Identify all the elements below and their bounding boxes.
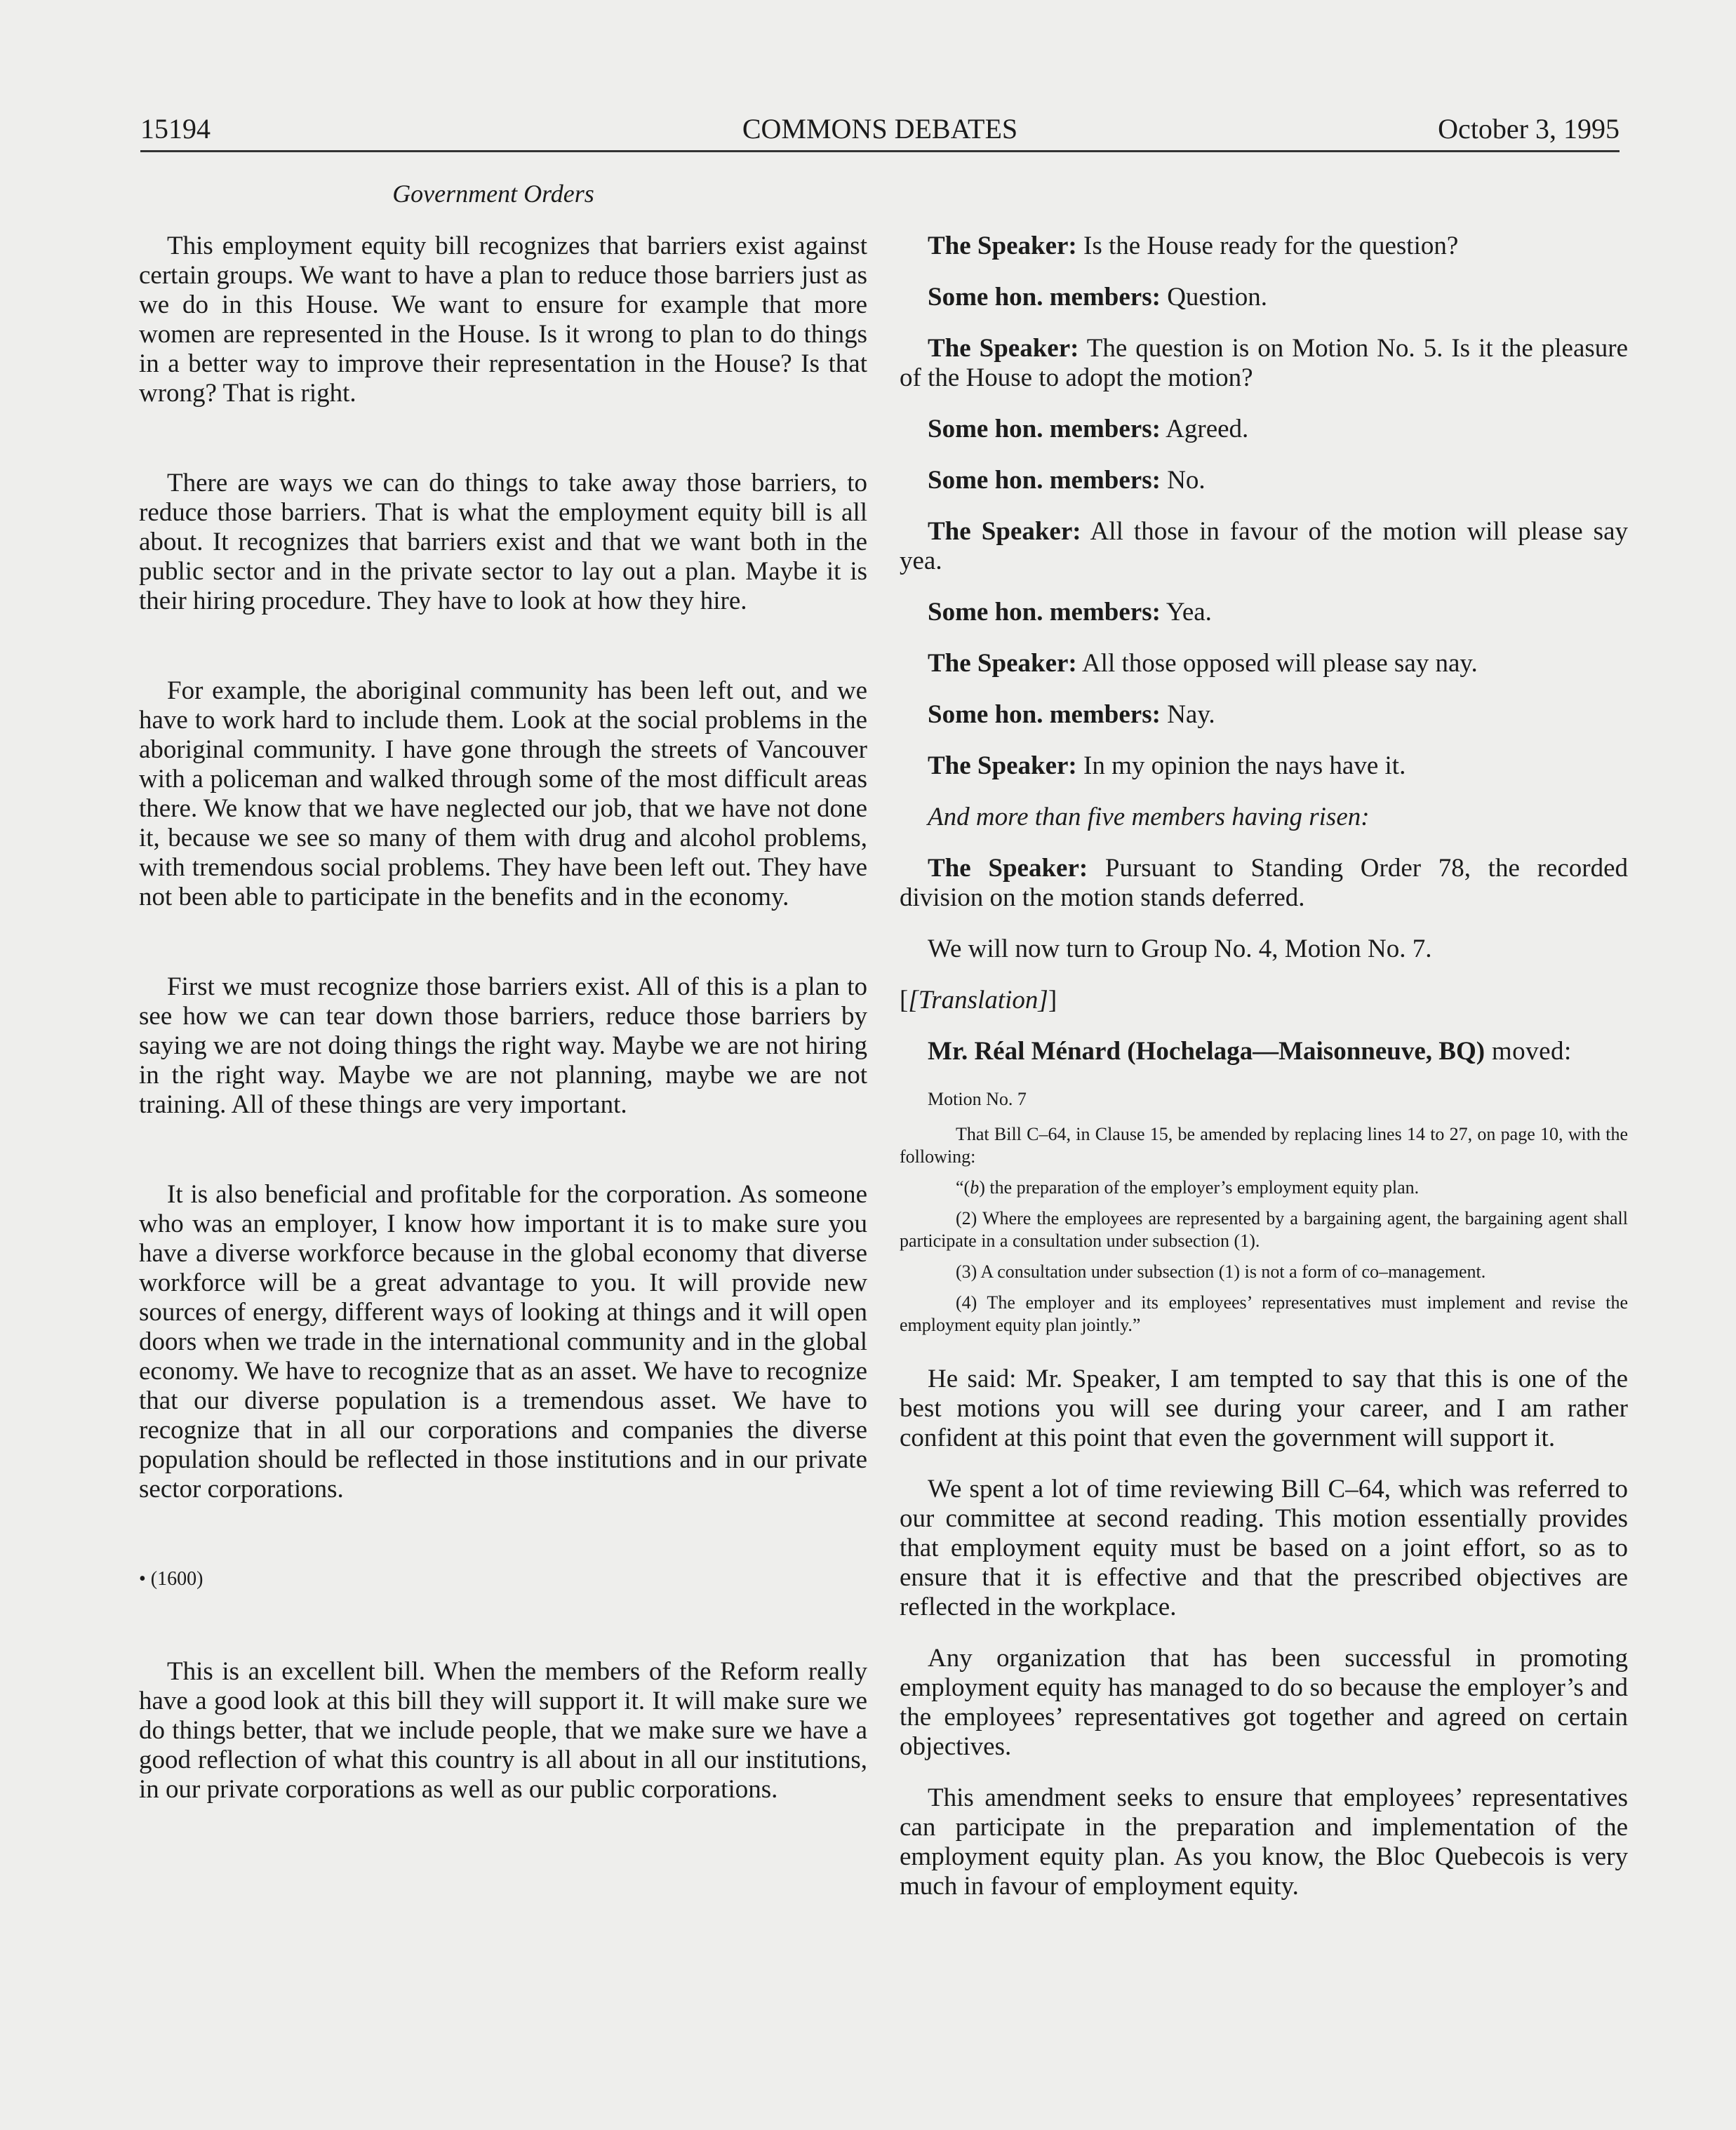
- quote-open: “(: [956, 1177, 970, 1198]
- motion-clause-3: (3) A consultation under subsection (1) is not a form of co–management.: [956, 1261, 1486, 1282]
- speaker-name: Some hon. members:: [928, 415, 1161, 443]
- mover-name: Mr. Réal Ménard (Hochelaga—Maisonneuve, BQ): [928, 1037, 1485, 1066]
- speech-text: The question is on Motion No. 5. Is it the pleasure of the House to adopt the motion?: [900, 334, 1629, 392]
- page-date: October 3, 1995: [1438, 113, 1620, 145]
- motion-clause-2: (2) Where the employees are represented by a bargaining agent, the bargaining agent shall participate in a consultation under subsection (1).: [900, 1208, 1628, 1251]
- speaker-name: Some hon. members:: [928, 283, 1161, 312]
- speaker-name: The Speaker:: [928, 232, 1077, 260]
- speech-entry: [900, 334, 1628, 393]
- paragraph: There are ways we can do things to take away those barriers, to reduce those barriers. That is what the employment equity bill is all about. It recognizes that barriers exist and that we want both in the public sector and in the private sector to lay out a plan. Maybe it is their hiring procedure. They have to look at how they hire.: [139, 469, 867, 615]
- paragraph: We will now turn to Group No. 4, Motion No. 7.: [928, 935, 1432, 963]
- translation-note: [[Translation]]: [900, 986, 1057, 1014]
- mover-entry: [900, 1037, 1628, 1066]
- motion-clause-b: [900, 1177, 1628, 1199]
- speaker-name: The Speaker:: [928, 334, 1079, 363]
- paragraph: This amendment seeks to ensure that employees’ representatives can participate in the preparation and implementation of the employment equity plan. As you know, the Bloc Quebecois is very much in favour of employment equity.: [900, 1783, 1628, 1901]
- speech-entry: [900, 700, 1628, 730]
- speech-entry: [900, 283, 1628, 312]
- header-rule: [140, 150, 1620, 152]
- page-number: 15194: [140, 113, 211, 145]
- speech-text: Pursuant to Standing Order 78, the recorded division on the motion stands deferred.: [900, 854, 1628, 912]
- paragraph: This employment equity bill recognizes that barriers exist against certain groups. We want to have a plan to reduce those barriers just as we do in this House. We want to ensure for example that more women are represented in the House. Is it wrong to plan to do things in a better way to improve their representation in the House? Is that wrong? That is right.: [139, 232, 867, 408]
- speech-entry: [900, 415, 1628, 444]
- speaker-name: The Speaker:: [928, 517, 1081, 546]
- speaker-name: Some hon. members:: [928, 700, 1161, 729]
- speech-entry: [900, 466, 1628, 495]
- left-column: [139, 232, 867, 1865]
- motion-clause-4: (4) The employer and its employees’ representatives must implement and revise the employment equity plan jointly.”: [900, 1292, 1628, 1335]
- speech-entry: [900, 649, 1628, 678]
- paragraph: He said: Mr. Speaker, I am tempted to say that this is one of the best motions you will see during your career, and I am rather confident at this point that even the government will support it.: [900, 1365, 1628, 1452]
- speaker-name: The Speaker:: [928, 649, 1077, 678]
- paragraph: For example, the aboriginal community has been left out, and we have to work hard to include them. Look at the social problems in the aboriginal community. I have gone through the streets of Vancouver with a policeman and walked through some of the most difficult areas there. We know that we have neglected our job, that we have not done it, because we see so many of them with drug and alcohol problems, with tremendous social problems. They have been left out. They have not been able to participate in the benefits and in the economy.: [139, 676, 867, 911]
- speech-text: Is the House ready for the question?: [1076, 232, 1459, 260]
- speech-entry: [900, 598, 1628, 627]
- paragraph: It is also beneficial and profitable for the corporation. As someone who was an employer, I know how important it is to make sure you have a diverse workforce because in the global economy that diverse workforce will be a great advantage to you. It will provide new sources of energy, different ways of looking at things and it will open doors when we trade in the international community and in the global economy. We have to recognize that as an asset. We have to recognize that our diverse population is a tremendous asset. We have to recognize that in all our corporations and companies the diverse population should be reflected in those institutions and in our private sector corporations.: [139, 1180, 867, 1503]
- speaker-name: The Speaker:: [928, 751, 1077, 780]
- moved-text: moved:: [1485, 1037, 1572, 1066]
- motion-intro: That Bill C–64, in Clause 15, be amended by replacing lines 14 to 27, on page 10, with the following:: [900, 1124, 1628, 1167]
- time-marker: • (1600): [139, 1568, 203, 1590]
- paragraph: This is an excellent bill. When the members of the Reform really have a good look at this bill they will support it. It will make sure we do things better, that we include people, that we make sure we have a good reflection of what this country is all about in all our institutions, in our private corporations as well as our public corporations.: [139, 1657, 867, 1804]
- right-column: [900, 232, 1628, 1923]
- speech-entry: [900, 854, 1628, 913]
- publication-title: COMMONS DEBATES: [742, 113, 1018, 145]
- speech-text: Nay.: [1160, 700, 1215, 729]
- translation-label: [Translation]: [908, 986, 1048, 1014]
- speech-text: Question.: [1160, 283, 1268, 312]
- motion-label: Motion No. 7: [928, 1089, 1027, 1109]
- speech-text: No.: [1160, 466, 1206, 495]
- paragraph: First we must recognize those barriers exist. All of this is a plan to see how we can tear down those barriers, reduce those barriers by saying we are not doing things the right way. Maybe we are not hiring in the right way. Maybe we are not planning, maybe we are not training. All of these things are very important.: [139, 972, 867, 1119]
- paragraph: We spent a lot of time reviewing Bill C–64, which was referred to our committee at second reading. This motion essentially provides that employment equity must be based on a joint effort, so as to ensure that it is effective and that the prescribed objectives are reflected in the workplace.: [900, 1475, 1628, 1621]
- speaker-name: The Speaker:: [928, 854, 1088, 883]
- speech-text: All those opposed will please say nay.: [1076, 649, 1478, 678]
- speech-text: Agreed.: [1160, 415, 1249, 443]
- stage-direction: And more than five members having risen:: [928, 803, 1370, 831]
- speech-entry: [900, 751, 1628, 781]
- speaker-name: Some hon. members:: [928, 598, 1161, 627]
- speech-text: Yea.: [1160, 598, 1212, 627]
- paragraph: Any organization that has been successful in promoting employment equity has managed to do so because the employer’s and the employees’ representatives got together and agreed on certain objectives.: [900, 1644, 1628, 1761]
- clause-text: ) the preparation of the employer’s employment equity plan.: [979, 1177, 1420, 1198]
- motion-text-block: [900, 1088, 1628, 1337]
- section-title: Government Orders: [392, 180, 594, 208]
- speech-text: All those in favour of the motion will please say yea.: [900, 517, 1629, 575]
- speech-text: In my opinion the nays have it.: [1076, 751, 1406, 780]
- speech-entry: [900, 517, 1628, 576]
- page-header: [140, 107, 1620, 149]
- speaker-name: Some hon. members:: [928, 466, 1161, 495]
- clause-letter: b: [970, 1177, 980, 1198]
- speech-entry: [900, 232, 1628, 261]
